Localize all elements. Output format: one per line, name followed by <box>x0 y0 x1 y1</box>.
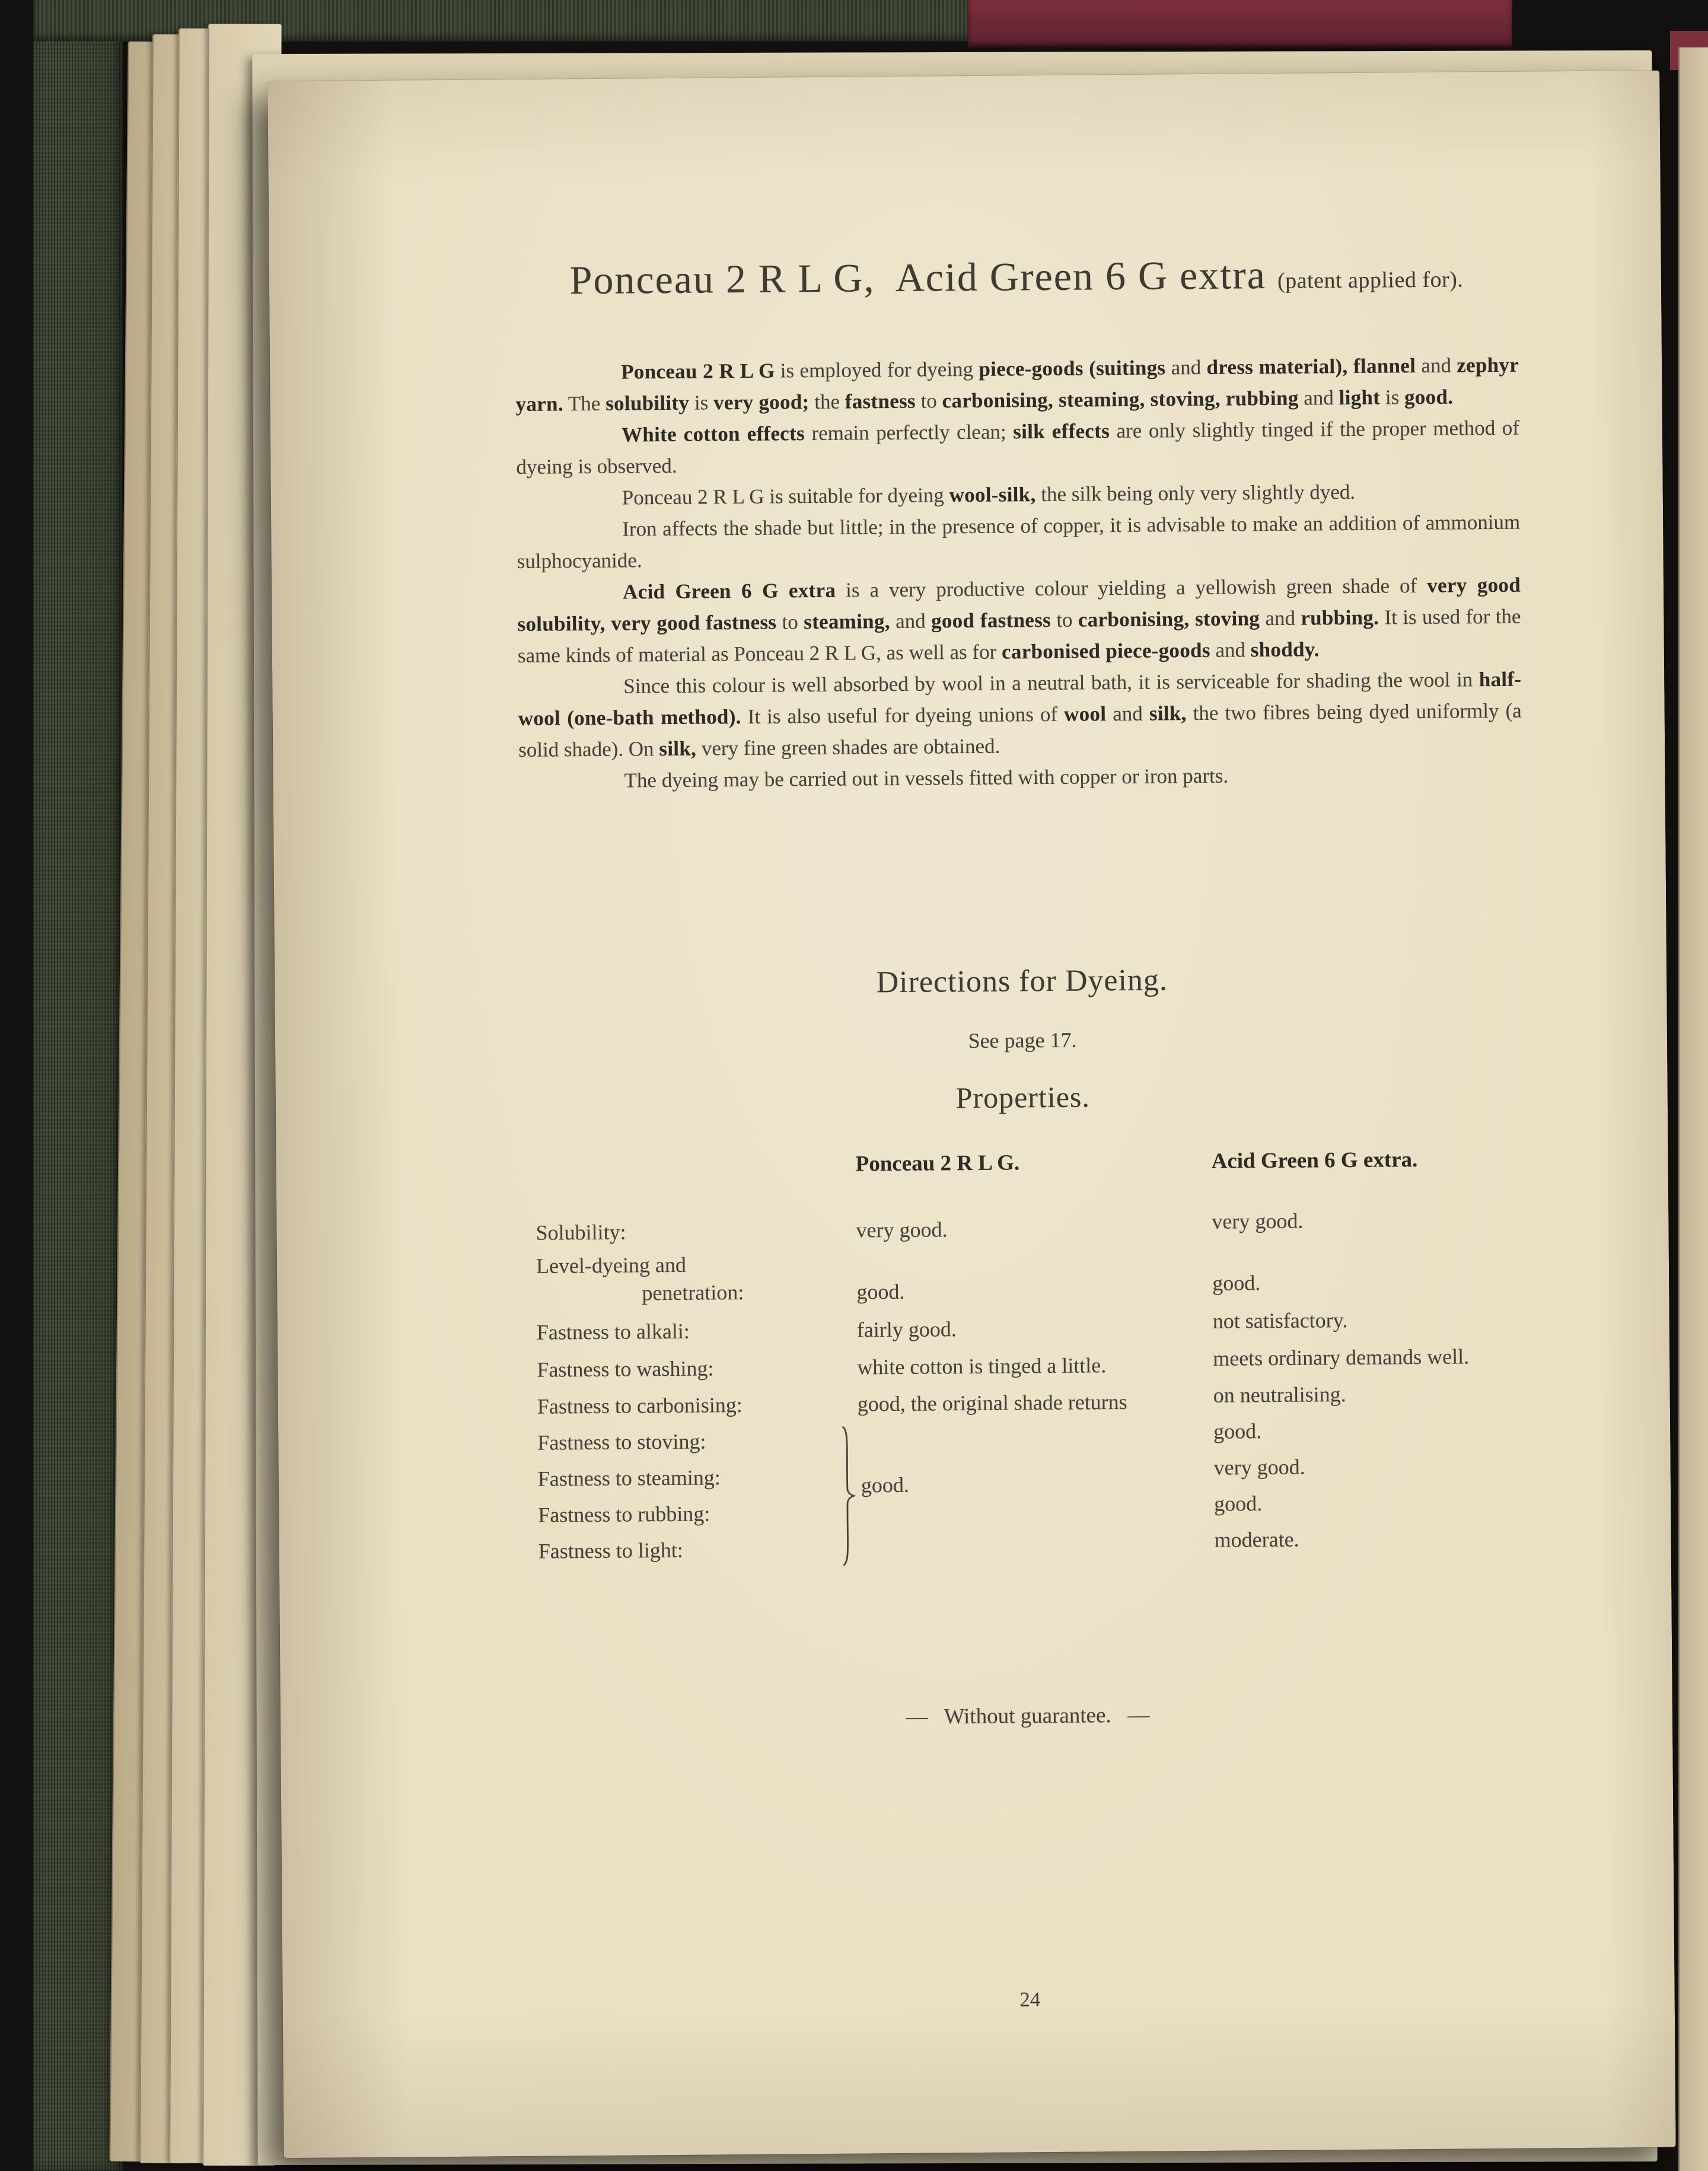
guarantee-note: — Without guarantee. — <box>906 1703 1150 1729</box>
value-acid-green: very good. <box>1213 1455 1305 1480</box>
property-label: Solubility: <box>536 1220 626 1245</box>
property-row <box>536 1242 1669 1318</box>
value-ponceau: very good. <box>856 1217 948 1242</box>
property-label: Level-dyeing and penetration: <box>536 1252 744 1305</box>
value-ponceau: fairly good. <box>856 1317 957 1342</box>
title-text: Ponceau 2 R L G, Acid Green 6 G extra <box>569 251 1278 303</box>
property-label: Fastness to steaming: <box>537 1465 721 1491</box>
book-cover-left-edge <box>33 0 123 2171</box>
properties-rows <box>536 1209 1671 1573</box>
book-cover-maroon-edge <box>968 0 1512 47</box>
page-number: 24 <box>1019 1988 1041 2011</box>
column-header-acid-green: Acid Green 6 G extra. <box>1211 1147 1418 1174</box>
property-label: Fastness to stoving: <box>537 1429 706 1455</box>
paragraph: White cotton effects remain perfectly clean; silk effects are only slightly tinged if the proper method of dyeing is observed. <box>516 416 1520 479</box>
paragraph: Acid Green 6 G extra is a very productive colour yielding a yellowish green shade of very good solubility, very good fastness to steaming, and good fastness to carbonising, stoving and rubbing. It is used for the same kinds of material as Ponceau 2 R L G, as well as for carbonised piece-goods and shoddy. <box>517 573 1521 667</box>
page-title <box>489 249 1545 304</box>
column-header-ponceau: Ponceau 2 R L G. <box>855 1150 1020 1177</box>
paragraph: Iron affects the shade but little; in the presence of copper, it is advisable to make an addition of ammonium sulphocyanide. <box>517 510 1521 573</box>
paragraph: Ponceau 2 R L G is employed for dyeing piece-goods (suitings and dress material), flannel and zephyr yarn. The solubility is very good; the fastness to carbonising, steaming, stoving, rubbing and light is good. <box>515 353 1519 416</box>
value-acid-green: moderate. <box>1214 1527 1299 1552</box>
brace-shared-value: good. <box>861 1472 910 1497</box>
value-acid-green: very good. <box>1212 1209 1304 1233</box>
value-acid-green: good. <box>1212 1271 1261 1295</box>
value-acid-green: meets ordinary demands well. <box>1213 1344 1470 1370</box>
paragraph: Since this colour is well absorbed by wool in a neutral bath, it is serviceable for shading the wool in half-wool (one-bath method). It is also useful for dyeing unions of wool and silk, the two fibres being dyed uniformly (a solid shade). On silk, very fine green shades are obtained. <box>518 667 1522 761</box>
body-paragraphs <box>515 349 1522 797</box>
directions-note: See page 17. <box>968 1028 1077 1053</box>
value-ponceau: good. <box>856 1279 905 1304</box>
property-label: Fastness to carbonising: <box>537 1393 743 1418</box>
title-suffix: (patent applied for). <box>1277 267 1464 294</box>
properties-table <box>536 1209 1671 1573</box>
brace-grouping-icon <box>840 1426 856 1567</box>
book-page <box>267 71 1675 2158</box>
paragraph: Ponceau 2 R L G is suitable for dyeing wool-silk, the silk being only very slightly dyed. <box>622 480 1356 509</box>
value-acid-green: on neutralising. <box>1213 1382 1346 1407</box>
value-acid-green: not satisfactory. <box>1212 1308 1348 1333</box>
property-label: Fastness to alkali: <box>536 1319 690 1344</box>
value-ponceau: good, the original shade returns <box>857 1389 1127 1416</box>
adjacent-page-edge <box>1678 47 1708 2171</box>
property-label: Fastness to washing: <box>537 1356 714 1382</box>
property-label: Fastness to light: <box>538 1538 683 1563</box>
value-acid-green: good. <box>1214 1491 1263 1516</box>
value-acid-green: good. <box>1213 1419 1262 1443</box>
value-ponceau: white cotton is tinged a little. <box>857 1353 1107 1379</box>
property-label: Fastness to rubbing: <box>538 1501 710 1527</box>
properties-heading: Properties. <box>955 1080 1091 1115</box>
directions-heading: Directions for Dyeing. <box>876 963 1168 1000</box>
paragraph: The dyeing may be carried out in vessels fitted with copper or iron parts. <box>624 764 1229 792</box>
